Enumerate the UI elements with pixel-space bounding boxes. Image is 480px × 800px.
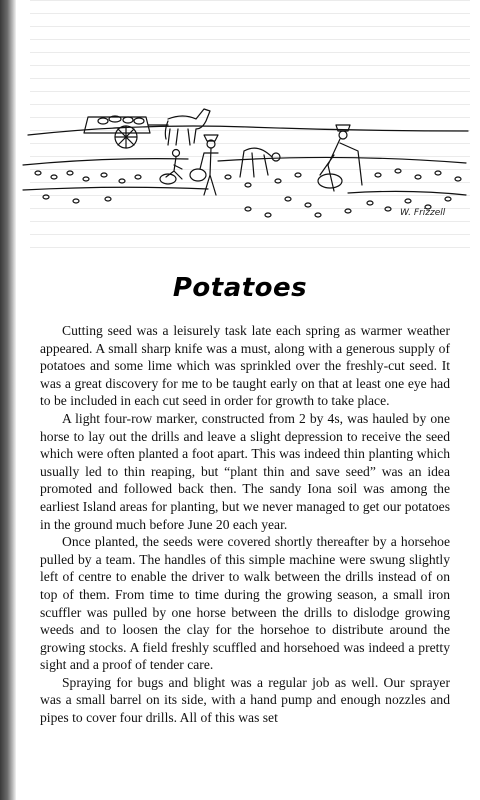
page-title: Potatoes — [172, 273, 308, 304]
artist-signature: W. Frizzell — [400, 208, 446, 218]
paragraph: Once planted, the seeds were covered shortly thereafter by a horsehoe pulled by a team. The handles of this simple machine were swung slightly left of centre to enable the driver to walk between the drills instead of on top of them. From time to time during the growing season, a small iron scuffler was pulled by one horse between the drills to dislodge growing weeds and to loosen the clay for the horsehoe to distribute around the growing stocks. A field freshly scuffled and horsehoed was indeed a pretty sight and a proof of tender care. — [40, 534, 450, 673]
paragraph: Cutting seed was a leisurely task late each spring as warmer weather appeared. A small sharp knife was a must, along with a generous supply of potatoes and some lime which was sprinkled over the freshly-cut seed. It was a great discovery for me to be taught early on that at least one eye had to be included in each cut seed in order for growth to take place. — [40, 323, 450, 409]
book-spine-shadow — [0, 0, 16, 800]
chapter-body — [40, 322, 450, 727]
paragraph: Spraying for bugs and blight was a regular job as well. Our sprayer was a small barrel on its side, with a hand pump and enough nozzles and pipes to cover four drills. All of this was set — [40, 674, 450, 726]
paragraph: A light four-row marker, constructed from 2 by 4s, was hauled by one horse to lay out the drills and leave a slight depression to receive the seed which were often planted a foot apart. This was indeed thin planting which usually led to thin reaping, but “plant thin and save seed” was an idea promoted and followed back then. The sandy Iona soil was among the earliest Island areas for planting, but we never managed to get our potatoes in the ground much before June 20 each year. — [40, 410, 450, 532]
